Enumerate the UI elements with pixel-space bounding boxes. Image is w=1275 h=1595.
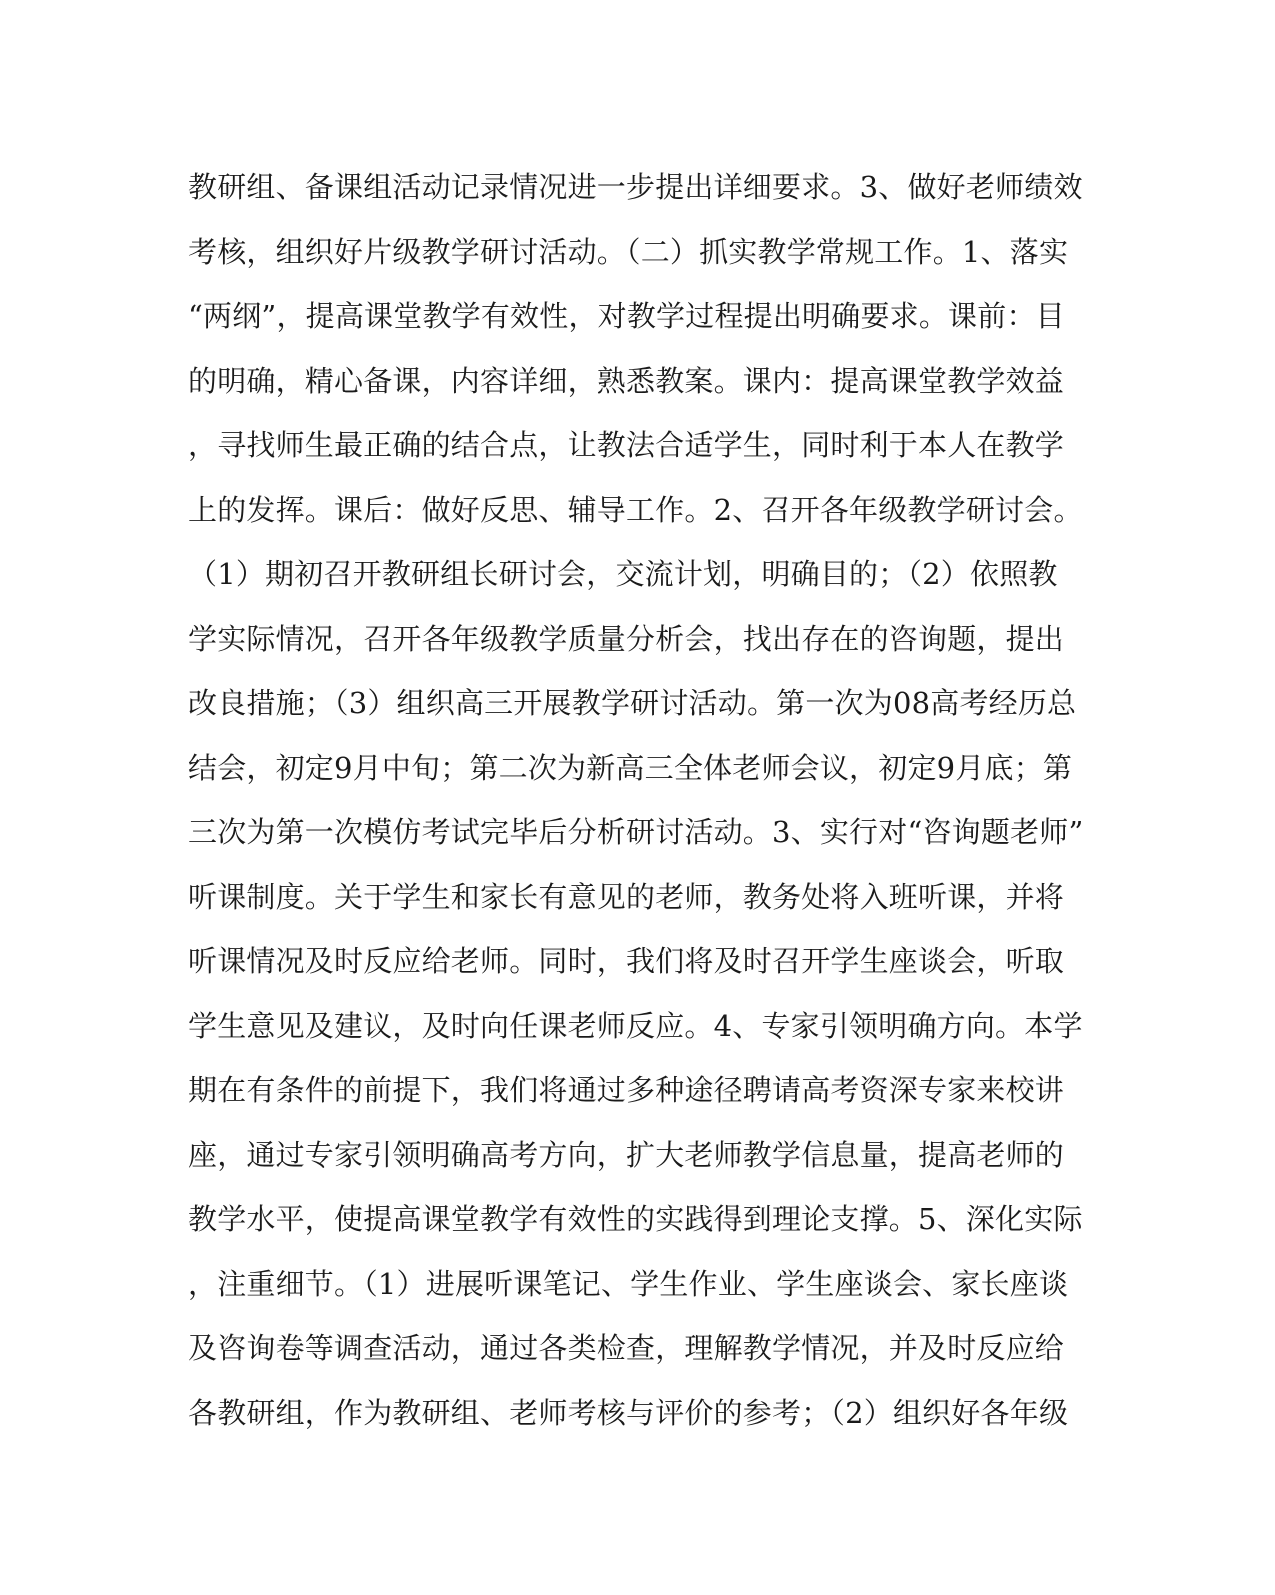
text-line: 座，通过专家引领明确高考方向，扩大老师教学信息量，提高老师的 (188, 1137, 1065, 1172)
text-line: 的明确，精心备课，内容详细，熟悉教案。课内：提高课堂教学效益 (188, 363, 1065, 398)
text-line: “两纲”，提高课堂教学有效性，对教学过程提出明确要求。课前：目 (188, 299, 1065, 333)
text-line: 考核，组织好片级教学研讨活动。（二）抓实教学常规工作。1、落实 (188, 234, 1069, 269)
text-line: 学实际情况，召开各年级教学质量分析会，找出存在的咨询题，提出 (188, 621, 1065, 656)
text-line: 期在有条件的前提下，我们将通过多种途径聘请高考资深专家来校讲 (188, 1073, 1065, 1107)
text-line: 各教研组，作为教研组、老师考核与评价的参考；（2）组织好各年级 (188, 1395, 1069, 1430)
text-line: 教学水平，使提高课堂教学有效性的实践得到理论支撑。5、深化实际 (188, 1202, 1083, 1236)
body-text (188, 155, 1084, 1445)
text-line: （1）期初召开教研组长研讨会，交流计划，明确目的；（2）依照教 (188, 557, 1058, 591)
text-line: 改良措施；（3）组织高三开展教学研讨活动。第一次为08高考经历总 (188, 686, 1077, 720)
text-line: 结会，初定9月中旬；第二次为新高三全体老师会议，初定9月底；第 (188, 750, 1073, 785)
text-line: 及咨询卷等调查活动，通过各类检查，理解教学情况，并及时反应给 (188, 1331, 1065, 1365)
text-line: 三次为第一次模仿考试完毕后分析研讨活动。3、实行对“咨询题老师” (188, 815, 1084, 849)
text-line: 学生意见及建议，及时向任课老师反应。4、专家引领明确方向。本学 (188, 1008, 1083, 1043)
text-line: 上的发挥。课后：做好反思、辅导工作。2、召开各年级教学研讨会。 (188, 492, 1083, 527)
text-line: 听课情况及时反应给老师。同时，我们将及时召开学生座谈会，听取 (188, 944, 1065, 978)
text-line: ，注重细节。（1）进展听课笔记、学生作业、学生座谈会、家长座谈 (188, 1266, 1069, 1301)
text-line: ，寻找师生最正确的结合点，让教法合适学生，同时利于本人在教学 (188, 428, 1065, 462)
text-line: 教研组、备课组活动记录情况进一步提出详细要求。3、做好老师绩效 (188, 170, 1083, 204)
text-line: 听课制度。关于学生和家长有意见的老师，教务处将入班听课，并将 (188, 879, 1065, 914)
